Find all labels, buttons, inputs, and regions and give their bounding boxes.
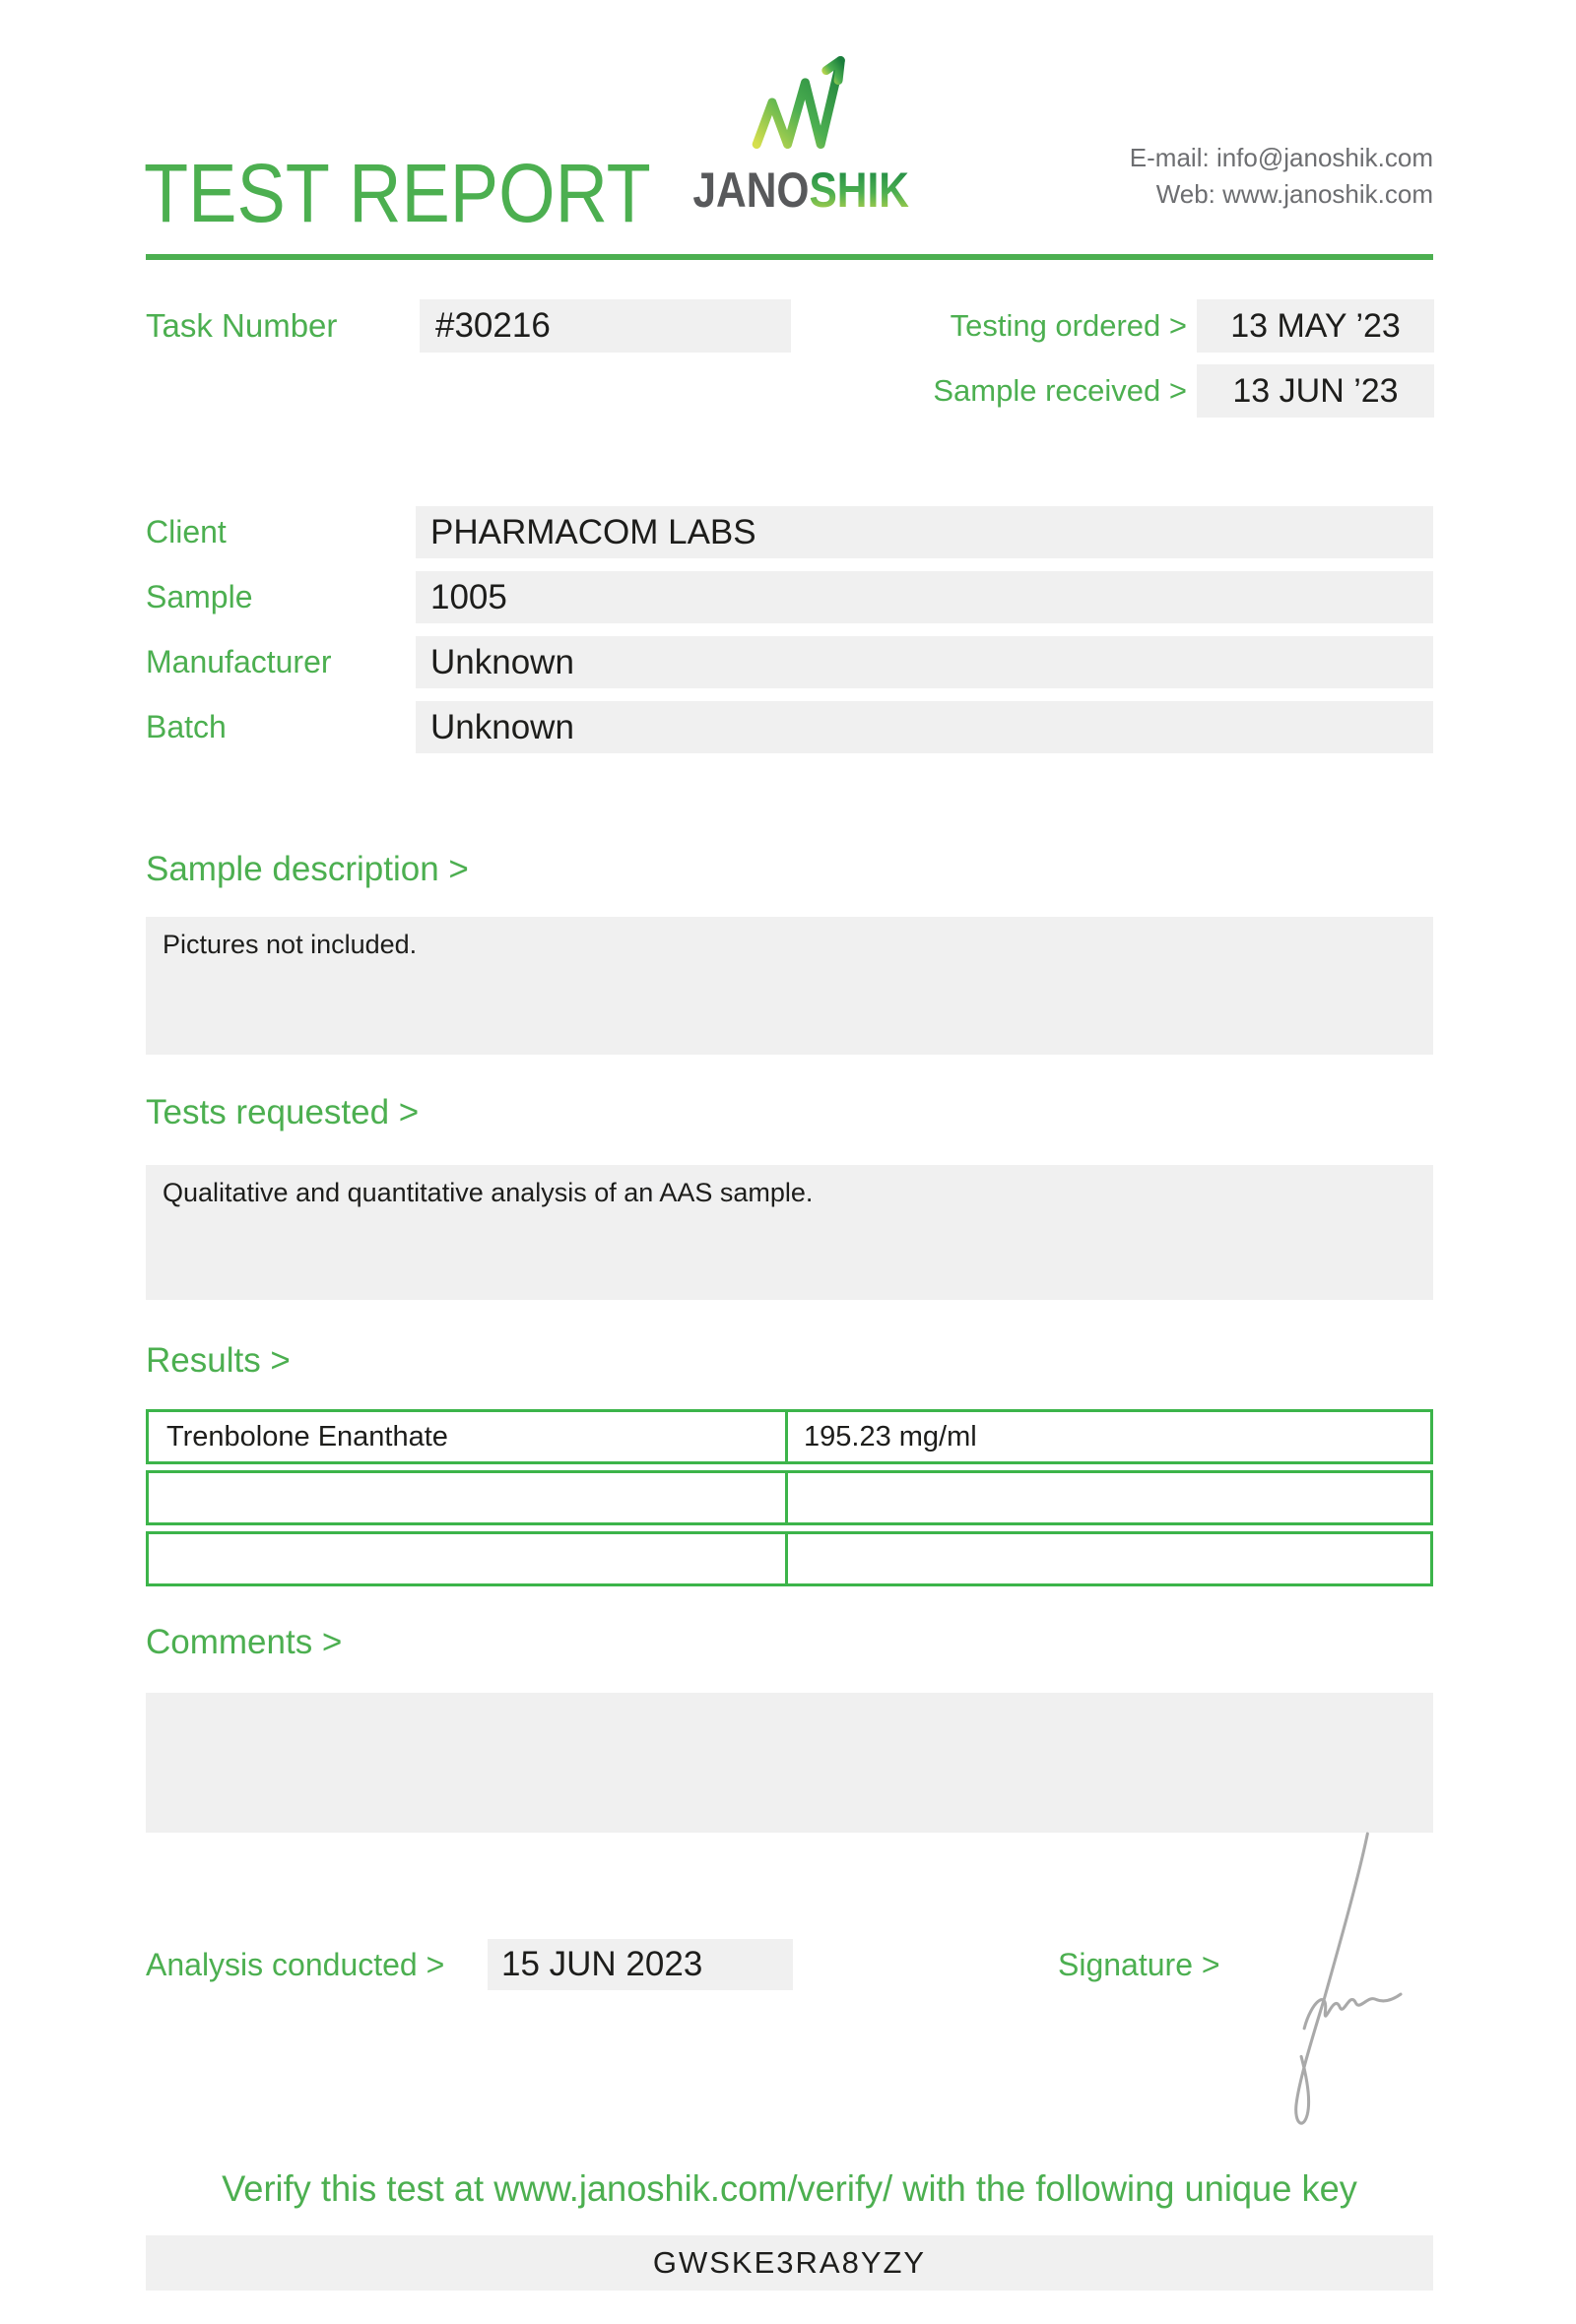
table-row	[146, 1531, 1433, 1586]
result-substance-cell	[149, 1534, 788, 1583]
web-value: www.janoshik.com	[1222, 179, 1433, 209]
testing-ordered-label: Testing ordered >	[950, 308, 1187, 343]
comments-box	[146, 1693, 1433, 1833]
logo-text	[692, 161, 909, 219]
task-number-value: #30216	[420, 299, 791, 353]
email-value: info@janoshik.com	[1215, 143, 1433, 172]
analysis-conducted-label: Analysis conducted >	[146, 1947, 445, 1982]
signature-image	[1273, 1830, 1426, 2141]
logo	[678, 47, 924, 219]
signature-label: Signature >	[1058, 1947, 1220, 1982]
contact-web-row	[1130, 176, 1433, 213]
result-value-cell	[788, 1473, 1430, 1522]
tests-requested-box: Qualitative and quantitative analysis of an AAS sample.	[146, 1165, 1433, 1300]
result-substance-cell	[149, 1473, 788, 1522]
header-divider	[146, 254, 1433, 260]
sample-description-heading: Sample description >	[146, 850, 469, 888]
client-value: PHARMACOM LABS	[416, 506, 1433, 558]
sample-label: Sample	[146, 579, 253, 614]
task-number-label: Task Number	[146, 307, 338, 344]
tests-requested-heading: Tests requested >	[146, 1093, 420, 1131]
sample-received-value: 13 JUN ’23	[1197, 364, 1434, 418]
result-value-cell: 195.23 mg/ml	[804, 1421, 977, 1452]
sample-description-box: Pictures not included.	[146, 917, 1433, 1055]
contact-info	[1130, 140, 1433, 213]
analysis-conducted-value: 15 JUN 2023	[488, 1939, 793, 1990]
sample-received-label: Sample received >	[933, 373, 1187, 408]
manufacturer-value: Unknown	[416, 636, 1433, 688]
testing-ordered-value: 13 MAY ’23	[1197, 299, 1434, 353]
table-row	[146, 1409, 1433, 1464]
growth-chart-icon	[736, 47, 866, 158]
client-label: Client	[146, 514, 227, 549]
sample-value: 1005	[416, 571, 1433, 623]
email-label: E-mail:	[1129, 143, 1210, 172]
result-substance-cell: Trenbolone Enanthate	[149, 1412, 788, 1461]
contact-email-row	[1130, 140, 1433, 176]
logo-text-gray: JANO	[692, 162, 810, 218]
page-title: TEST REPORT	[144, 147, 651, 239]
results-heading: Results >	[146, 1341, 291, 1380]
table-row	[146, 1470, 1433, 1525]
verify-instruction: Verify this test at www.janoshik.com/verify/ with the following unique key	[222, 2168, 1357, 2209]
result-value-cell	[788, 1534, 1430, 1583]
batch-label: Batch	[146, 709, 227, 744]
verify-key: GWSKE3RA8YZY	[146, 2235, 1433, 2291]
web-label: Web:	[1155, 179, 1215, 209]
manufacturer-label: Manufacturer	[146, 644, 332, 679]
logo-text-green: SHIK	[809, 162, 909, 218]
results-table	[146, 1409, 1433, 1592]
comments-heading: Comments >	[146, 1623, 343, 1661]
batch-value: Unknown	[416, 701, 1433, 753]
